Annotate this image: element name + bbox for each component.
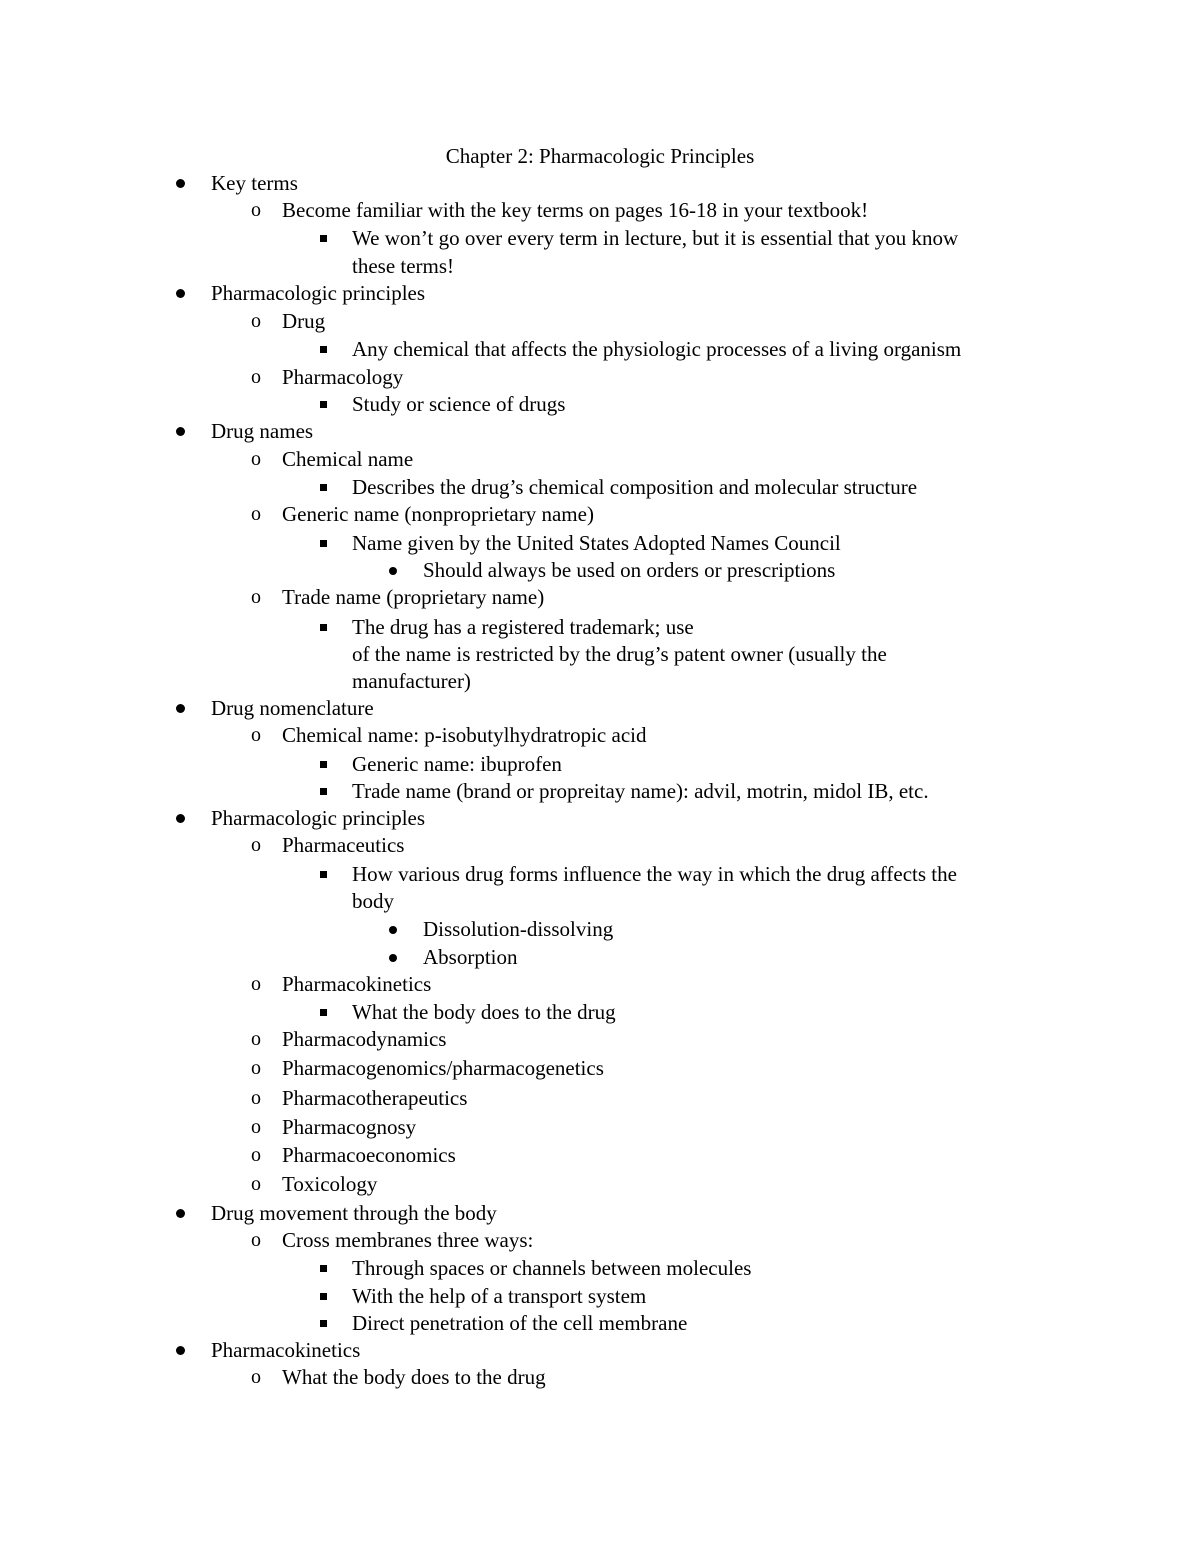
bullet-square-icon bbox=[313, 778, 333, 795]
list-item-level-4: Dissolution-dissolving bbox=[423, 917, 614, 941]
bullet-square-icon bbox=[313, 614, 333, 631]
list-item-level-2: Pharmacognosy bbox=[282, 1115, 417, 1139]
list-item-level-1: Pharmacologic principles bbox=[211, 281, 426, 305]
bullet-square-icon bbox=[313, 391, 333, 408]
list-item-level-2: Pharmacodynamics bbox=[282, 1027, 447, 1051]
list-item-level-3: Trade name (brand or propreitay name): advil, motrin, midol IB, etc. bbox=[352, 779, 929, 803]
bullet-circle-icon: o bbox=[251, 1028, 261, 1050]
bullet-dot-icon bbox=[170, 805, 190, 823]
list-item-level-3: Any chemical that affects the physiologic processes of a living organism bbox=[352, 337, 962, 361]
bullet-dot-icon bbox=[383, 944, 403, 962]
list-item-level-3: Describes the drug’s chemical composition and molecular structure bbox=[352, 475, 918, 499]
bullet-dot-icon bbox=[170, 170, 190, 188]
list-item-continuation: manufacturer) bbox=[352, 669, 471, 693]
bullet-dot-icon bbox=[170, 418, 190, 436]
list-item-level-2: Pharmaceutics bbox=[282, 833, 405, 857]
list-item-level-2: Trade name (proprietary name) bbox=[282, 585, 545, 609]
bullet-circle-icon: o bbox=[251, 199, 261, 221]
bullet-circle-icon: o bbox=[251, 310, 261, 332]
bullet-circle-icon: o bbox=[251, 1057, 261, 1079]
bullet-square-icon bbox=[313, 530, 333, 547]
list-item-level-2: Cross membranes three ways: bbox=[282, 1228, 534, 1252]
list-item-level-3: Through spaces or channels between molecules bbox=[352, 1256, 752, 1280]
bullet-circle-icon: o bbox=[251, 973, 261, 995]
bullet-dot-icon bbox=[170, 1337, 190, 1355]
list-item-level-3: Name given by the United States Adopted Names Council bbox=[352, 531, 841, 555]
list-item-level-2: Pharmacotherapeutics bbox=[282, 1086, 468, 1110]
bullet-dot-icon bbox=[383, 557, 403, 575]
list-item-level-2: Pharmacogenomics/pharmacogenetics bbox=[282, 1056, 604, 1080]
list-item-level-2: Drug bbox=[282, 309, 326, 333]
bullet-square-icon bbox=[313, 225, 333, 242]
bullet-square-icon bbox=[313, 999, 333, 1016]
bullet-square-icon bbox=[313, 861, 333, 878]
bullet-square-icon bbox=[313, 336, 333, 353]
list-item-level-2: Chemical name bbox=[282, 447, 414, 471]
bullet-circle-icon: o bbox=[251, 1116, 261, 1138]
bullet-circle-icon: o bbox=[251, 1366, 261, 1388]
list-item-continuation: of the name is restricted by the drug’s patent owner (usually the bbox=[352, 642, 887, 666]
bullet-circle-icon: o bbox=[251, 834, 261, 856]
bullet-circle-icon: o bbox=[251, 503, 261, 525]
list-item-level-3: We won’t go over every term in lecture, but it is essential that you know bbox=[352, 226, 959, 250]
list-item-level-2: Chemical name: p-isobutylhydratropic acid bbox=[282, 723, 647, 747]
bullet-dot-icon bbox=[383, 916, 403, 934]
bullet-square-icon bbox=[313, 1310, 333, 1327]
bullet-square-icon bbox=[313, 751, 333, 768]
list-item-level-2: Generic name (nonproprietary name) bbox=[282, 502, 594, 526]
bullet-square-icon bbox=[313, 1255, 333, 1272]
bullet-dot-icon bbox=[170, 280, 190, 298]
list-item-level-3: Generic name: ibuprofen bbox=[352, 752, 562, 776]
bullet-circle-icon: o bbox=[251, 1087, 261, 1109]
bullet-circle-icon: o bbox=[251, 366, 261, 388]
bullet-square-icon bbox=[313, 474, 333, 491]
list-item-level-4: Absorption bbox=[423, 945, 518, 969]
bullet-circle-icon: o bbox=[251, 448, 261, 470]
bullet-circle-icon: o bbox=[251, 586, 261, 608]
list-item-level-3: With the help of a transport system bbox=[352, 1284, 647, 1308]
page-title: Chapter 2: Pharmacologic Principles bbox=[445, 144, 755, 168]
list-item-level-2: Toxicology bbox=[282, 1172, 378, 1196]
list-item-level-3: How various drug forms influence the way in which the drug affects the bbox=[352, 862, 957, 886]
list-item-level-1: Pharmacokinetics bbox=[211, 1338, 361, 1362]
list-item-level-3: Study or science of drugs bbox=[352, 392, 566, 416]
list-item-level-2: Pharmacology bbox=[282, 365, 404, 389]
bullet-circle-icon: o bbox=[251, 724, 261, 746]
bullet-dot-icon bbox=[170, 695, 190, 713]
list-item-continuation: these terms! bbox=[352, 254, 455, 278]
list-item-level-1: Drug nomenclature bbox=[211, 696, 374, 720]
list-item-level-3: Direct penetration of the cell membrane bbox=[352, 1311, 688, 1335]
list-item-level-4: Should always be used on orders or prescriptions bbox=[423, 558, 836, 582]
list-item-level-2: What the body does to the drug bbox=[282, 1365, 546, 1389]
bullet-square-icon bbox=[313, 1283, 333, 1300]
list-item-level-1: Pharmacologic principles bbox=[211, 806, 426, 830]
list-item-level-1: Key terms bbox=[211, 171, 298, 195]
list-item-level-3: What the body does to the drug bbox=[352, 1000, 616, 1024]
list-item-level-1: Drug names bbox=[211, 419, 314, 443]
list-item-level-1: Drug movement through the body bbox=[211, 1201, 497, 1225]
bullet-circle-icon: o bbox=[251, 1229, 261, 1251]
list-item-level-3: The drug has a registered trademark; use bbox=[352, 615, 694, 639]
bullet-dot-icon bbox=[170, 1200, 190, 1218]
bullet-circle-icon: o bbox=[251, 1173, 261, 1195]
list-item-level-2: Pharmacokinetics bbox=[282, 972, 432, 996]
list-item-level-2: Become familiar with the key terms on pages 16-18 in your textbook! bbox=[282, 198, 869, 222]
list-item-continuation: body bbox=[352, 889, 394, 913]
bullet-circle-icon: o bbox=[251, 1144, 261, 1166]
list-item-level-2: Pharmacoeconomics bbox=[282, 1143, 456, 1167]
